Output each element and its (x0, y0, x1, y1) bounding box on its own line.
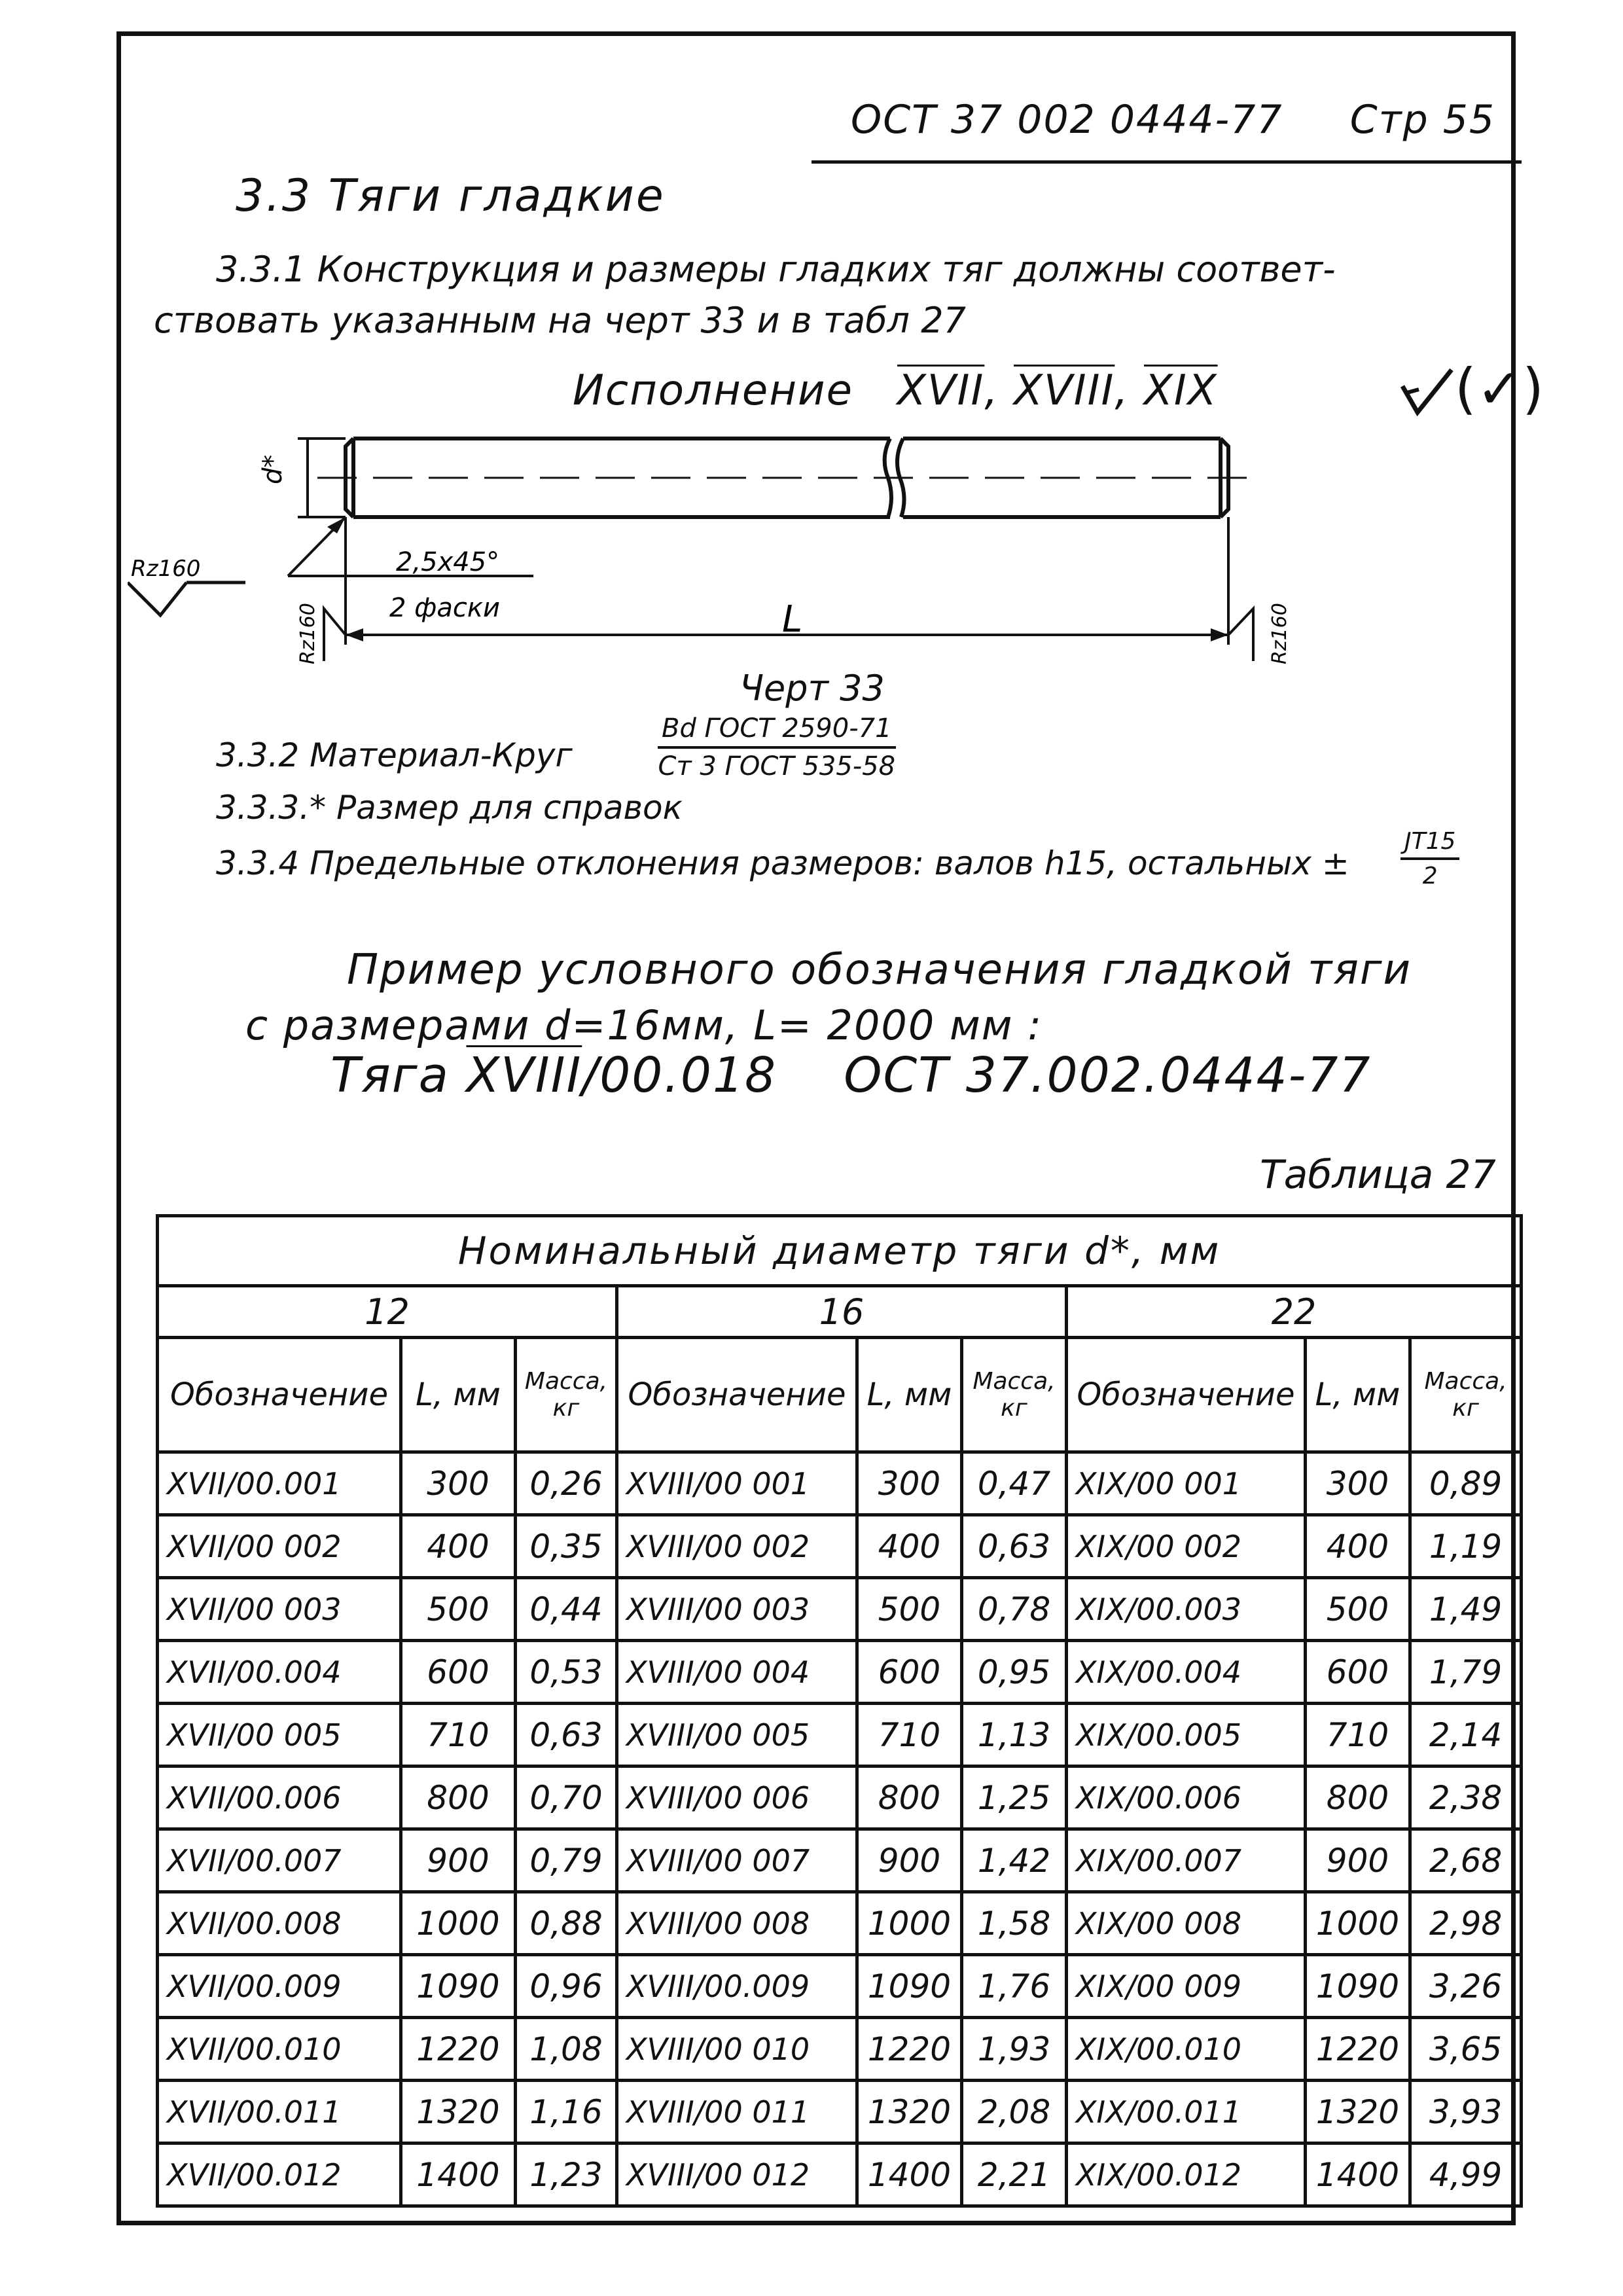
paragraph-334 (216, 844, 1349, 882)
roughness-small-left: Rz160 (296, 603, 319, 664)
cell-L12: 800 (401, 1767, 516, 1829)
example-standard: ОСТ 37.002.0444-77 (844, 1047, 1372, 1103)
cell-d16: XVIII/00 012 (617, 2144, 857, 2206)
cell-L22: 1220 (1306, 2018, 1410, 2081)
cell-d16: XVIII/00 007 (617, 1829, 857, 1892)
material-fraction (658, 713, 896, 781)
cell-d12: XVII/00.011 (158, 2081, 401, 2144)
table-row (158, 1641, 1522, 1704)
cell-d22: XIX/00.011 (1067, 2081, 1306, 2144)
col-designation-22: Обозначение (1067, 1338, 1306, 1452)
cell-m12: 0,96 (516, 1955, 617, 2018)
cell-m12: 1,08 (516, 2018, 617, 2081)
cell-d22: XIX/00 001 (1067, 1452, 1306, 1515)
table-row (158, 1892, 1522, 1955)
cell-L22: 710 (1306, 1704, 1410, 1767)
col-mass-22: Масса, кг (1410, 1338, 1522, 1452)
cell-m12: 0,70 (516, 1767, 617, 1829)
roughness-small-right: Rz160 (1268, 603, 1291, 664)
cell-m22: 3,26 (1410, 1955, 1522, 2018)
cell-d22: XIX/00.004 (1067, 1641, 1306, 1704)
cell-m22: 1,79 (1410, 1641, 1522, 1704)
cell-m22: 3,93 (1410, 2081, 1522, 2144)
tolerance-numerator: JT15 (1400, 828, 1459, 860)
header-rule (812, 160, 1522, 164)
table-row (158, 1515, 1522, 1578)
cell-m22: 1,19 (1410, 1515, 1522, 1578)
col-length-16: L, мм (857, 1338, 962, 1452)
figure-caption: Черт 33 (740, 668, 885, 709)
table-body (158, 1452, 1522, 2206)
cell-m16: 0,63 (962, 1515, 1067, 1578)
cell-L16: 900 (857, 1829, 962, 1892)
cell-m22: 2,68 (1410, 1829, 1522, 1892)
cell-L16: 710 (857, 1704, 962, 1767)
example-tyaga: Тяга (330, 1047, 450, 1103)
chamfer-value: 2,5x45° (396, 547, 500, 577)
group-22: 22 (1067, 1286, 1522, 1338)
table-caption: Таблица 27 (1260, 1152, 1496, 1198)
cell-L16: 1320 (857, 2081, 962, 2144)
cell-d22: XIX/00 009 (1067, 1955, 1306, 2018)
table-row (158, 1955, 1522, 2018)
cell-m12: 0,35 (516, 1515, 617, 1578)
execution-label: Исполнение (573, 367, 853, 415)
cell-m12: 0,53 (516, 1641, 617, 1704)
cell-m12: 1,23 (516, 2144, 617, 2206)
cell-m22: 2,14 (1410, 1704, 1522, 1767)
roughness-symbol (1399, 357, 1544, 421)
group-16: 16 (617, 1286, 1067, 1338)
paragraph-331-line2: ствовать указанным на черт 33 и в табл 27 (154, 300, 966, 341)
cell-m16: 0,78 (962, 1578, 1067, 1641)
cell-L12: 900 (401, 1829, 516, 1892)
chamfer-note: 2 фаски (389, 593, 501, 623)
cell-m22: 4,99 (1410, 2144, 1522, 2206)
cell-m16: 1,76 (962, 1955, 1067, 2018)
cell-L22: 1090 (1306, 1955, 1410, 2018)
cell-L12: 1090 (401, 1955, 516, 2018)
cell-L22: 400 (1306, 1515, 1410, 1578)
roughness-left-label: Rz160 (131, 556, 201, 582)
cell-d22: XIX/00 002 (1067, 1515, 1306, 1578)
cell-L22: 600 (1306, 1641, 1410, 1704)
cell-m22: 2,98 (1410, 1892, 1522, 1955)
cell-d16: XVIII/00 010 (617, 2018, 857, 2081)
cell-d22: XIX/00.005 (1067, 1704, 1306, 1767)
material-numerator: Вd ГОСТ 2590-71 (658, 713, 896, 749)
rod-drawing (128, 419, 1306, 668)
cell-d16: XVIII/00 005 (617, 1704, 857, 1767)
cell-L12: 300 (401, 1452, 516, 1515)
cell-d12: XVII/00.008 (158, 1892, 401, 1955)
cell-m16: 0,47 (962, 1452, 1067, 1515)
cell-L16: 1220 (857, 2018, 962, 2081)
cell-d12: XVII/00.001 (158, 1452, 401, 1515)
cell-m22: 1,49 (1410, 1578, 1522, 1641)
check-roughness-icon (1399, 367, 1455, 419)
cell-m16: 2,08 (962, 2081, 1067, 2144)
cell-L16: 400 (857, 1515, 962, 1578)
cell-m12: 0,26 (516, 1452, 617, 1515)
cell-d12: XVII/00 003 (158, 1578, 401, 1641)
example-mark: XVIII (466, 1047, 582, 1103)
execution-line: Исполнение XVII, XVIII, $\overline{XIX}$ (573, 367, 1218, 415)
cell-L16: 1400 (857, 2144, 962, 2206)
cell-d16: XVIII/00 008 (617, 1892, 857, 1955)
cell-L12: 600 (401, 1641, 516, 1704)
cell-d22: XIX/00.006 (1067, 1767, 1306, 1829)
tolerance-denominator: 2 (1422, 863, 1438, 889)
cell-m16: 1,42 (962, 1829, 1067, 1892)
table-row (158, 2144, 1522, 2206)
cell-d22: XIX/00.003 (1067, 1578, 1306, 1641)
col-length-22: L, мм (1306, 1338, 1410, 1452)
cell-d16: XVIII/00 006 (617, 1767, 857, 1829)
cell-m12: 0,88 (516, 1892, 617, 1955)
cell-d16: XVIII/00.009 (617, 1955, 857, 2018)
table-27 (156, 1214, 1523, 2208)
cell-d12: XVII/00.004 (158, 1641, 401, 1704)
cell-m22: 0,89 (1410, 1452, 1522, 1515)
cell-d22: XIX/00 008 (1067, 1892, 1306, 1955)
tolerance-fraction (1400, 828, 1459, 889)
col-mass-12: Масса, кг (516, 1338, 617, 1452)
cell-d16: XVIII/00 002 (617, 1515, 857, 1578)
table-row (158, 2081, 1522, 2144)
cell-L16: 800 (857, 1767, 962, 1829)
cell-L22: 500 (1306, 1578, 1410, 1641)
cell-m12: 0,63 (516, 1704, 617, 1767)
cell-m16: 1,93 (962, 2018, 1067, 2081)
cell-L12: 400 (401, 1515, 516, 1578)
execution-mark-xviii: XVIII (1014, 367, 1115, 415)
page-number: Стр 55 (1349, 97, 1496, 143)
cell-d16: XVIII/00 004 (617, 1641, 857, 1704)
cell-L16: 500 (857, 1578, 962, 1641)
col-designation-12: Обозначение (158, 1338, 401, 1452)
diameter-label: d* (258, 454, 288, 484)
cell-d16: XVIII/00 001 (617, 1452, 857, 1515)
cell-L22: 1400 (1306, 2144, 1410, 2206)
cell-d12: XVII/00.007 (158, 1829, 401, 1892)
table-row (158, 1767, 1522, 1829)
cell-m16: 2,21 (962, 2144, 1067, 2206)
cell-L22: 800 (1306, 1767, 1410, 1829)
execution-mark-xvii: XVII (897, 367, 985, 415)
cell-L22: 300 (1306, 1452, 1410, 1515)
standard-number: ОСТ 37 002 0444-77 (851, 97, 1283, 143)
cell-L12: 500 (401, 1578, 516, 1641)
example-line1: Пример условного обозначения гладкой тяги (347, 946, 1412, 994)
group-12: 12 (158, 1286, 617, 1338)
cell-d22: XIX/00.007 (1067, 1829, 1306, 1892)
header-standard (851, 97, 1495, 143)
length-label: L (782, 598, 803, 641)
table-row (158, 1578, 1522, 1641)
cell-m16: 1,58 (962, 1892, 1067, 1955)
cell-m22: 2,38 (1410, 1767, 1522, 1829)
cell-d12: XVII/00 005 (158, 1704, 401, 1767)
example-code: /00.018 (582, 1047, 777, 1103)
cell-L16: 1090 (857, 1955, 962, 2018)
paragraph-334-text: 3.3.4 Предельные отклонения размеров: валов h15, остальных ± (216, 844, 1349, 882)
cell-L12: 1000 (401, 1892, 516, 1955)
cell-L12: 1220 (401, 2018, 516, 2081)
execution-mark-xix: $\overline{XIX}$ (1144, 367, 1218, 415)
cell-d12: XVII/00 002 (158, 1515, 401, 1578)
cell-m16: 1,25 (962, 1767, 1067, 1829)
cell-L16: 600 (857, 1641, 962, 1704)
table-title: Номинальный диаметр тяги d*, мм (158, 1216, 1522, 1286)
cell-d12: XVII/00.006 (158, 1767, 401, 1829)
cell-m12: 0,79 (516, 1829, 617, 1892)
table-row (158, 1829, 1522, 1892)
cell-L12: 1320 (401, 2081, 516, 2144)
cell-d16: XVIII/00 003 (617, 1578, 857, 1641)
cell-L22: 1320 (1306, 2081, 1410, 2144)
cell-d12: XVII/00.009 (158, 1955, 401, 2018)
table-row (158, 2018, 1522, 2081)
cell-m16: 1,13 (962, 1704, 1067, 1767)
cell-L16: 1000 (857, 1892, 962, 1955)
table-row (158, 1704, 1522, 1767)
roughness-mark: (✓) (1455, 357, 1544, 421)
paragraph-331-line1: 3.3.1 Конструкция и размеры гладких тяг должны соответ- (216, 249, 1336, 290)
cell-L12: 710 (401, 1704, 516, 1767)
cell-m16: 0,95 (962, 1641, 1067, 1704)
col-designation-16: Обозначение (617, 1338, 857, 1452)
cell-d16: XVIII/00 011 (617, 2081, 857, 2144)
cell-m12: 0,44 (516, 1578, 617, 1641)
cell-d12: XVII/00.010 (158, 2018, 401, 2081)
cell-d22: XIX/00.010 (1067, 2018, 1306, 2081)
cell-d22: XIX/00.012 (1067, 2144, 1306, 2206)
cell-d12: XVII/00.012 (158, 2144, 401, 2206)
section-title: 3.3 Тяги гладкие (236, 170, 666, 222)
paragraph-333: 3.3.3.* Размер для справок (216, 789, 683, 827)
cell-L22: 1000 (1306, 1892, 1410, 1955)
col-length-12: L, мм (401, 1338, 516, 1452)
material-denominator: Ст 3 ГОСТ 535-58 (658, 751, 896, 781)
paragraph-332-label: 3.3.2 Материал-Круг (216, 736, 573, 774)
cell-L22: 900 (1306, 1829, 1410, 1892)
cell-m22: 3,65 (1410, 2018, 1522, 2081)
example-line3 (330, 1047, 1372, 1103)
cell-L12: 1400 (401, 2144, 516, 2206)
cell-L16: 300 (857, 1452, 962, 1515)
col-mass-16: Масса, кг (962, 1338, 1067, 1452)
example-line2: с размерами d=16мм, L= 2000 мм : (245, 1001, 1043, 1049)
cell-m12: 1,16 (516, 2081, 617, 2144)
table-row (158, 1452, 1522, 1515)
